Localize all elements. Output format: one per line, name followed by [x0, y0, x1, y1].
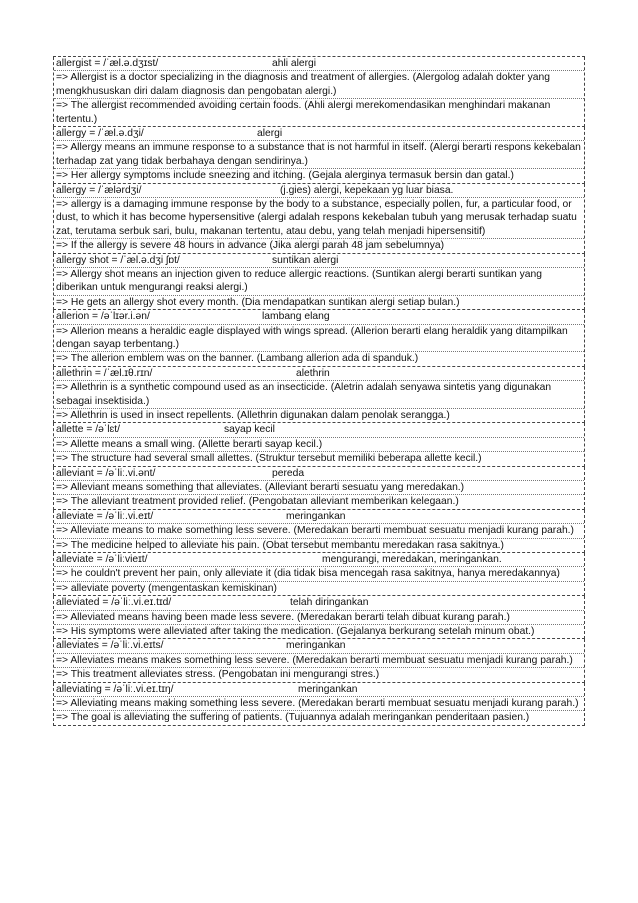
example-line: => Alleviate means to make something less severe. (Meredakan berarti membuat sesuatu menjadi kurang parah.): [54, 523, 584, 537]
example-line: => The structure had several small allettes. (Struktur tersebut memiliki beberapa allette kecil.): [54, 451, 584, 465]
translation: telah diringankan: [290, 597, 369, 609]
translation: pereda: [272, 467, 305, 479]
example-line: => The allerion emblem was on the banner. (Lambang allerion ada di spanduk.): [54, 351, 584, 365]
entry-header: [54, 310, 584, 323]
entry-header: [54, 367, 584, 380]
entry-header: [54, 57, 584, 70]
headword-pronunciation: allette = /əˈlɛt/: [56, 424, 120, 436]
vocab-entry: [53, 57, 585, 127]
translation: meringankan: [286, 510, 346, 522]
entry-header: [54, 510, 584, 523]
example-line: => Allerion means a heraldic eagle displayed with wings spread. (Allerion berarti elang heraldik yang ditampilkan dengan sayap terbentang.): [54, 324, 584, 352]
entry-header: [54, 127, 584, 140]
vocab-entry: [53, 127, 585, 184]
example-line: => allergy is a damaging immune response by the body to a substance, especially pollen, fur, a particular food, or dust, to which it has become hypersensitive (alergi adalah respons kekebalan tubuh yang merusak terhadap suatu zat, terutama serbuk sari, bulu, makanan tertentu, atau debu, yang telah menjadi hipersensitif): [54, 197, 584, 238]
example-line: => The alleviant treatment provided relief. (Pengobatan alleviant memberikan kelegaan.): [54, 494, 584, 508]
example-line: => Allethrin is used in insect repellents. (Allethrin digunakan dalam penolak serangga.): [54, 408, 584, 422]
example-line: => He gets an allergy shot every month. (Dia mendapatkan suntikan alergi setiap bulan.): [54, 295, 584, 309]
translation: alethrin: [296, 367, 330, 379]
translation: meringankan: [298, 683, 358, 695]
example-line: => Alleviates means makes something less severe. (Meredakan berarti membuat sesuatu menjadi kurang parah.): [54, 653, 584, 667]
translation: (j.gies) alergi, kepekaan yg luar biasa.: [280, 184, 454, 196]
entry-header: [54, 467, 584, 480]
headword-pronunciation: allergy = /ˈælərdʒi/: [56, 184, 142, 196]
headword-pronunciation: alleviate = /əˈliːvieɪt/: [56, 554, 148, 566]
example-line: => alleviate poverty (mengentaskan kemiskinan): [54, 581, 584, 595]
example-line: => Allergist is a doctor specializing in the diagnosis and treatment of allergies. (Alergolog adalah dokter yang mengkhususkan diri dalam diagnosis dan pengobatan alergi.): [54, 70, 584, 98]
headword-pronunciation: allergist = /ˈæl.ə.dʒɪst/: [56, 58, 159, 69]
translation: sayap kecil: [224, 424, 275, 436]
example-line: => Alleviated means having been made less severe. (Meredakan berarti telah dibuat kurang parah.): [54, 610, 584, 624]
vocab-entry: [53, 553, 585, 596]
example-line: => Alleviating means making something less severe. (Meredakan berarti membuat sesuatu menjadi kurang parah.): [54, 696, 584, 710]
headword-pronunciation: alleviant = /əˈliː.vi.ənt/: [56, 467, 156, 479]
example-line: => he couldn't prevent her pain, only alleviate it (dia tidak bisa mencegah rasa sakitnya, hanya meredakannya): [54, 566, 584, 580]
vocab-entry: [53, 639, 585, 682]
vocab-entry: [53, 423, 585, 466]
translation: mengurangi, meredakan, meringankan.: [322, 554, 502, 566]
example-line: => The allergist recommended avoiding certain foods. (Ahli alergi merekomendasikan menghindari makanan tertentu.): [54, 98, 584, 126]
entry-header: [54, 639, 584, 652]
vocab-entry: [53, 596, 585, 639]
example-line: => Allette means a small wing. (Allette berarti sayap kecil.): [54, 437, 584, 451]
headword-pronunciation: allerion = /əˈlɪər.i.ən/: [56, 311, 150, 323]
headword-pronunciation: allergy shot = /ˈæl.ə.dʒi ʃɒt/: [56, 254, 180, 266]
vocab-entry: [53, 510, 585, 553]
translation: lambang elang: [262, 311, 330, 323]
example-line: => This treatment alleviates stress. (Pengobatan ini mengurangi stres.): [54, 667, 584, 681]
headword-pronunciation: alleviating = /əˈliː.vi.eɪ.tɪŋ/: [56, 683, 174, 695]
headword-pronunciation: allethrin = /ˈæl.ɪθ.rɪn/: [56, 367, 153, 379]
example-line: => The goal is alleviating the suffering of patients. (Tujuannya adalah meringankan penderitaan pasien.): [54, 710, 584, 724]
example-line: => Allethrin is a synthetic compound used as an insecticide. (Aletrin adalah senyawa sintetis yang digunakan sebagai insektisida.): [54, 380, 584, 408]
entry-header: [54, 423, 584, 436]
vocab-entry: [53, 367, 585, 424]
vocab-entry: [53, 254, 585, 311]
headword-pronunciation: alleviated = /əˈliː.vi.eɪ.tɪd/: [56, 597, 172, 609]
example-line: => Allergy means an immune response to a substance that is not harmful in itself. (Alergi berarti respons kekebalan terhadap zat yang tidak berbahaya dengan sendirinya.): [54, 140, 584, 168]
vocabulary-list: [53, 56, 585, 726]
example-line: => Allergy shot means an injection given to reduce allergic reactions. (Suntikan alergi berarti suntikan yang diberikan untuk mengurangi reaksi alergi.): [54, 267, 584, 295]
translation: suntikan alergi: [272, 254, 339, 266]
entry-header: [54, 254, 584, 267]
vocab-entry: [53, 310, 585, 367]
headword-pronunciation: allergy = /ˈæl.ə.dʒi/: [56, 128, 144, 140]
vocab-entry: [53, 683, 585, 726]
entry-header: [54, 184, 584, 197]
example-line: => The medicine helped to alleviate his pain. (Obat tersebut membantu meredakan rasa sakitnya.): [54, 538, 584, 552]
entry-header: [54, 553, 584, 566]
example-line: => His symptoms were alleviated after taking the medication. (Gejalanya berkurang setelah minum obat.): [54, 624, 584, 638]
headword-pronunciation: alleviates = /əˈliː.vi.eɪts/: [56, 640, 164, 652]
vocab-entry: [53, 184, 585, 254]
headword-pronunciation: alleviate = /əˈliː.vi.eɪt/: [56, 510, 154, 522]
entry-header: [54, 683, 584, 696]
example-line: => Alleviant means something that alleviates. (Alleviant berarti sesuatu yang meredakan.): [54, 480, 584, 494]
translation: ahli alergi: [272, 58, 317, 69]
vocab-entry: [53, 467, 585, 510]
entry-header: [54, 596, 584, 609]
translation: meringankan: [286, 640, 346, 652]
translation: alergi: [257, 128, 283, 140]
example-line: => Her allergy symptoms include sneezing and itching. (Gejala alerginya termasuk bersin dan gatal.): [54, 168, 584, 182]
example-line: => If the allergy is severe 48 hours in advance (Jika alergi parah 48 jam sebelumnya): [54, 238, 584, 252]
